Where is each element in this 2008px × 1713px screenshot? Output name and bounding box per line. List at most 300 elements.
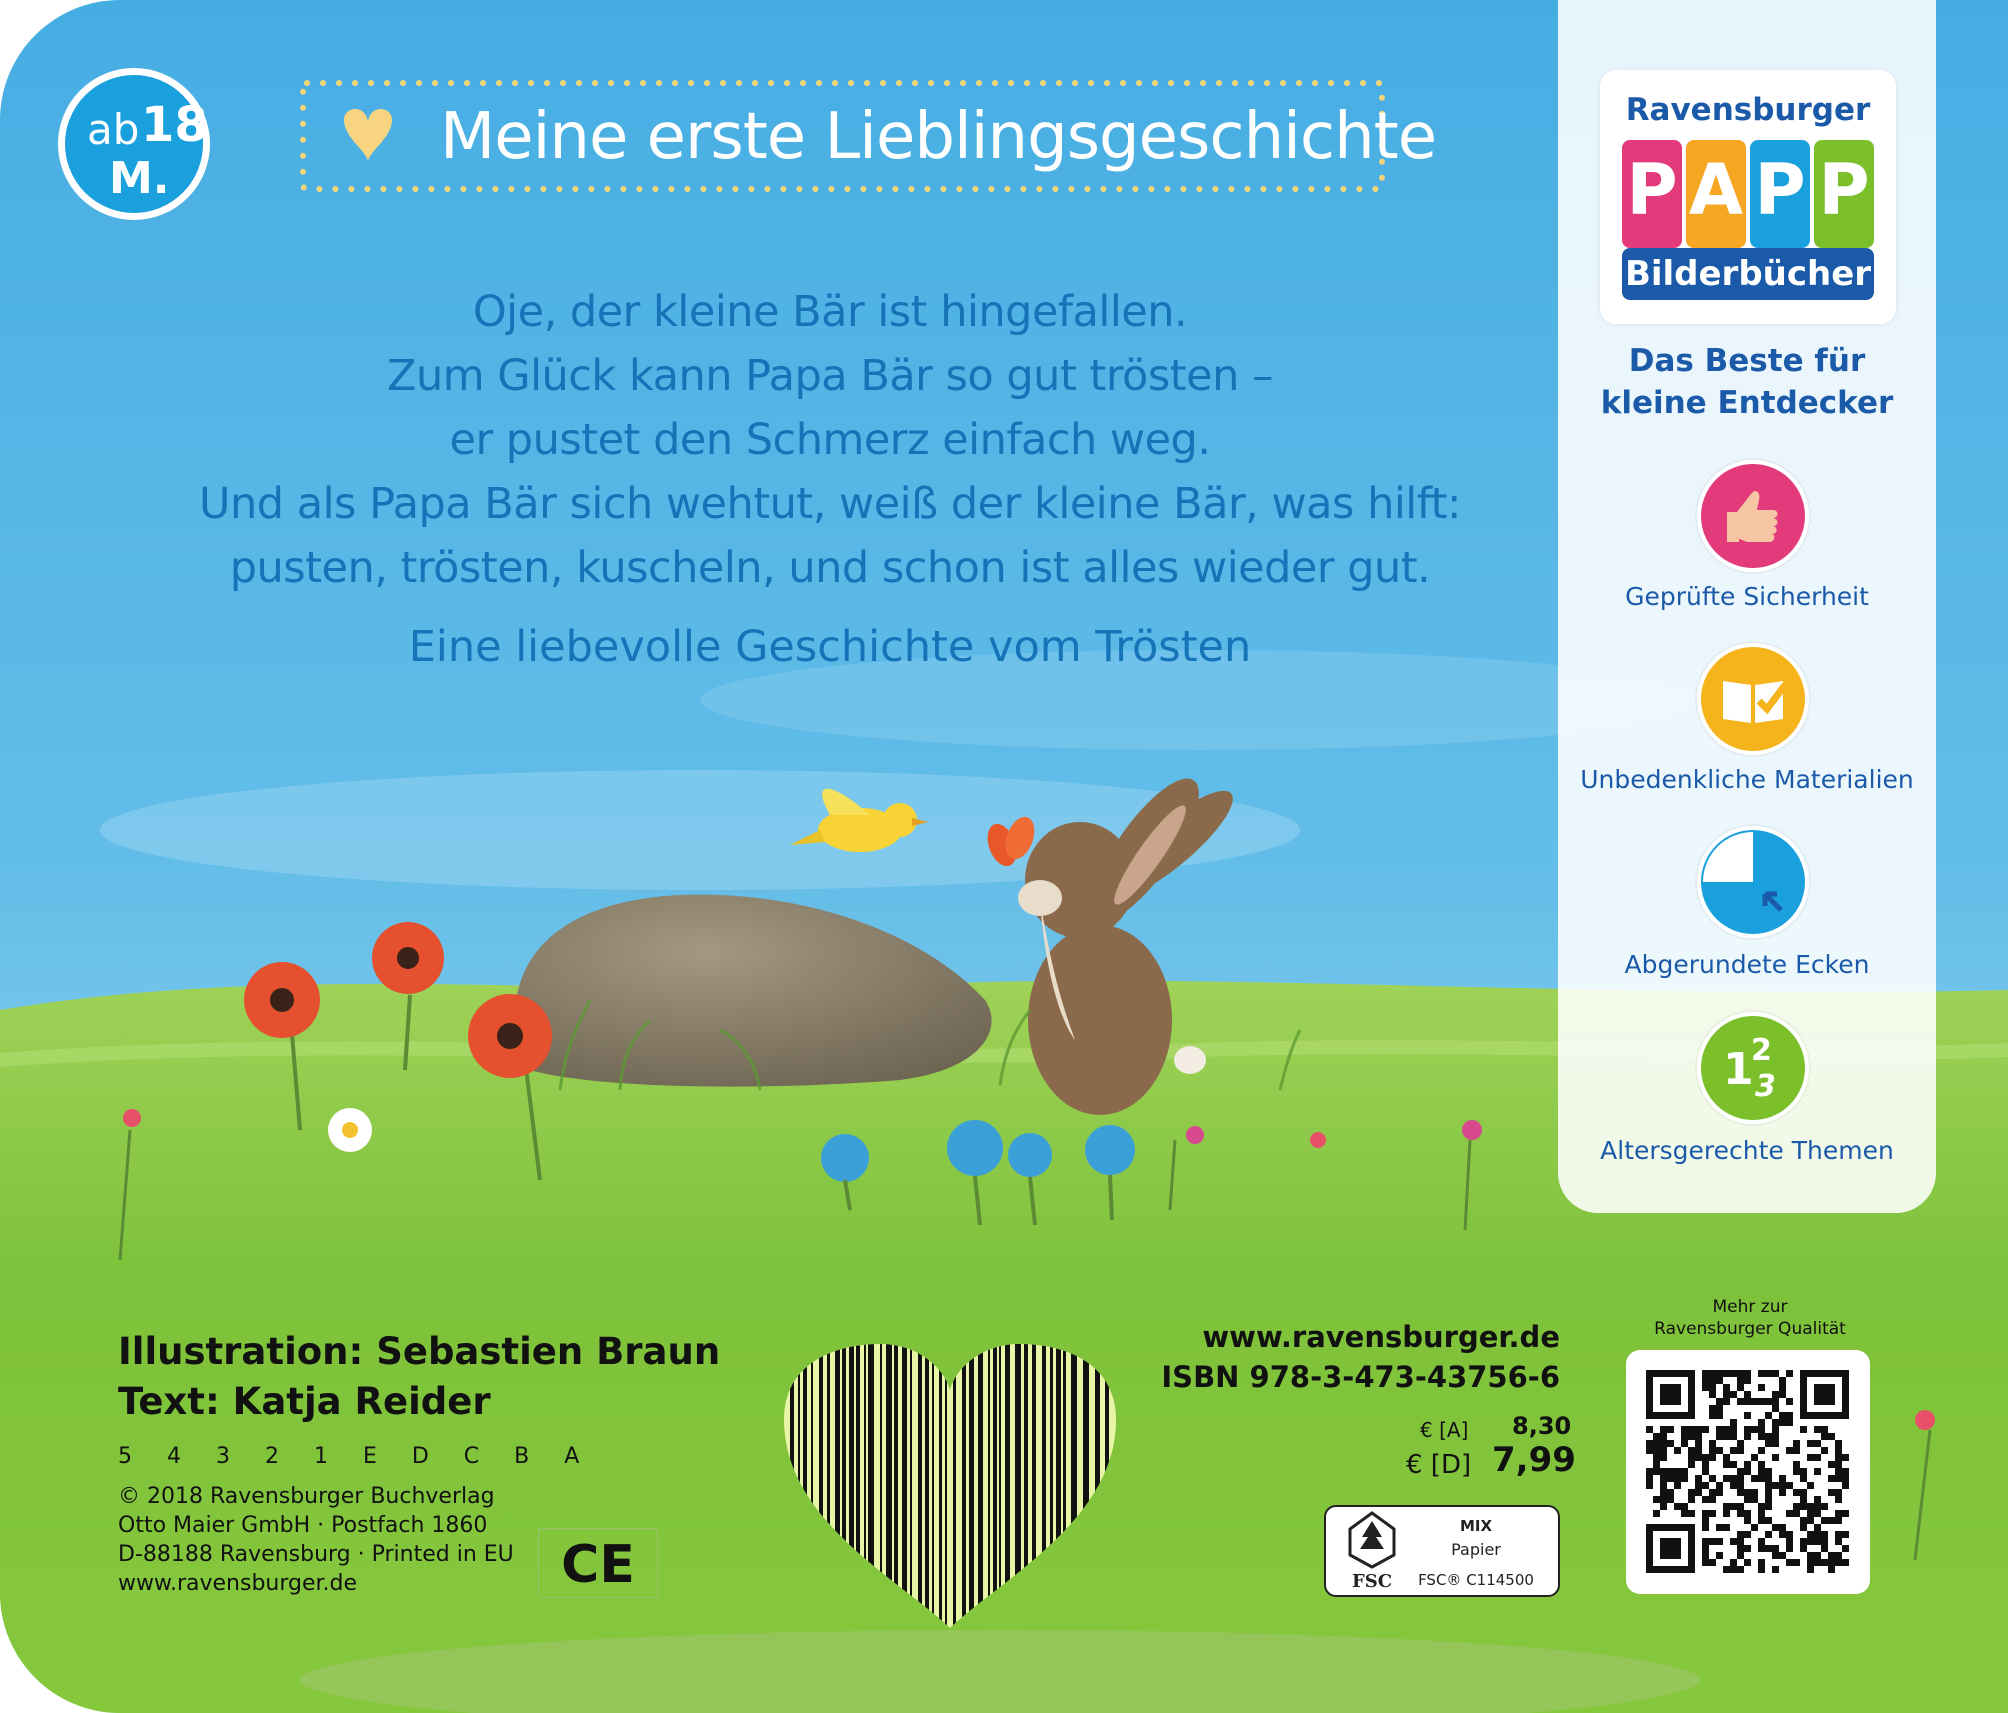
qr-module — [1835, 1440, 1842, 1447]
qr-module — [1730, 1433, 1737, 1440]
qr-module — [1800, 1489, 1807, 1496]
barcode-bar — [819, 1340, 823, 1630]
qr-module — [1723, 1510, 1730, 1517]
qr-module — [1730, 1475, 1737, 1482]
qr-module — [1646, 1412, 1653, 1419]
barcode-bar — [1105, 1340, 1109, 1630]
qr-module — [1695, 1447, 1702, 1454]
qr-module — [1793, 1559, 1800, 1566]
qr-module — [1702, 1496, 1709, 1503]
copyright-line: www.ravensburger.de — [118, 1571, 358, 1596]
qr-module — [1793, 1468, 1800, 1475]
qr-module — [1702, 1538, 1709, 1545]
qr-module — [1828, 1552, 1835, 1559]
qr-module — [1660, 1447, 1667, 1454]
qr-module — [1814, 1538, 1821, 1545]
qr-module — [1758, 1517, 1765, 1524]
qr-module — [1688, 1538, 1695, 1545]
qr-module — [1828, 1412, 1835, 1419]
barcode-bar — [868, 1340, 874, 1630]
thumbs-up-icon — [1697, 460, 1809, 572]
qr-module — [1814, 1503, 1821, 1510]
qr-module — [1765, 1440, 1772, 1447]
barcode-bar — [925, 1340, 929, 1630]
qr-module — [1709, 1447, 1716, 1454]
qr-module — [1667, 1475, 1674, 1482]
qr-module — [1653, 1440, 1660, 1447]
barcode-bar — [864, 1340, 866, 1630]
age-badge — [58, 68, 210, 220]
qr-module — [1688, 1545, 1695, 1552]
qr-module — [1821, 1531, 1828, 1538]
qr-module — [1695, 1454, 1702, 1461]
qr-module — [1723, 1391, 1730, 1398]
qr-module — [1737, 1440, 1744, 1447]
qr-module — [1737, 1377, 1744, 1384]
qr-module — [1800, 1496, 1807, 1503]
qr-module — [1814, 1426, 1821, 1433]
qr-module — [1744, 1461, 1751, 1468]
barcode-bar — [803, 1340, 807, 1630]
qr-module — [1758, 1566, 1765, 1573]
qr-module — [1681, 1370, 1688, 1377]
qr-module — [1660, 1482, 1667, 1489]
qr-module — [1716, 1370, 1723, 1377]
qr-module — [1814, 1496, 1821, 1503]
qr-module — [1716, 1538, 1723, 1545]
qr-module — [1681, 1566, 1688, 1573]
qr-module — [1674, 1447, 1681, 1454]
qr-module — [1660, 1391, 1667, 1398]
qr-caption-line: Mehr zur — [1712, 1297, 1788, 1317]
qr-module — [1716, 1447, 1723, 1454]
qr-module — [1688, 1454, 1695, 1461]
qr-module — [1716, 1482, 1723, 1489]
qr-module — [1744, 1412, 1751, 1419]
qr-module — [1758, 1426, 1765, 1433]
qr-module — [1660, 1412, 1667, 1419]
qr-module — [1786, 1419, 1793, 1426]
qr-module — [1828, 1433, 1835, 1440]
qr-module — [1709, 1370, 1716, 1377]
qr-module — [1660, 1538, 1667, 1545]
daisy-flower — [328, 1108, 372, 1152]
barcode-bar — [894, 1340, 898, 1630]
qr-module — [1744, 1545, 1751, 1552]
qr-module — [1758, 1468, 1765, 1475]
qr-module — [1667, 1545, 1674, 1552]
qr-module — [1646, 1440, 1653, 1447]
qr-module — [1688, 1447, 1695, 1454]
barcode-bar — [1071, 1340, 1077, 1630]
brand-name: Ravensburger — [1625, 92, 1871, 128]
barcode-bar — [1032, 1340, 1036, 1630]
qr-module — [1653, 1447, 1660, 1454]
qr-module — [1674, 1475, 1681, 1482]
qr-caption-line: Ravensburger Qualität — [1654, 1319, 1846, 1339]
qr-module — [1730, 1482, 1737, 1489]
qr-module — [1653, 1510, 1660, 1517]
feature-label: Abgerundete Ecken — [1624, 950, 1870, 979]
fsc-tree-icon — [1350, 1513, 1394, 1567]
qr-module — [1758, 1510, 1765, 1517]
qr-module — [1814, 1454, 1821, 1461]
qr-module — [1835, 1454, 1842, 1461]
qr-module — [1835, 1531, 1842, 1538]
qr-module — [1674, 1538, 1681, 1545]
qr-module — [1842, 1475, 1849, 1482]
qr-module — [1730, 1391, 1737, 1398]
svg-text:MIX: MIX — [1459, 1517, 1493, 1535]
qr-module — [1653, 1412, 1660, 1419]
qr-module — [1807, 1559, 1814, 1566]
barcode-bar — [932, 1340, 934, 1630]
qr-module — [1653, 1524, 1660, 1531]
illustration-credit: Illustration: Sebastien Braun — [118, 1330, 721, 1373]
qr-module — [1800, 1538, 1807, 1545]
qr-module — [1800, 1524, 1807, 1531]
qr-module — [1646, 1447, 1653, 1454]
qr-module — [1779, 1489, 1786, 1496]
qr-module — [1660, 1468, 1667, 1475]
qr-module — [1660, 1384, 1667, 1391]
qr-module — [1702, 1426, 1709, 1433]
qr-module — [1807, 1503, 1814, 1510]
qr-module — [1744, 1489, 1751, 1496]
qr-module — [1723, 1398, 1730, 1405]
qr-module — [1737, 1489, 1744, 1496]
qr-module — [1842, 1377, 1849, 1384]
qr-module — [1821, 1517, 1828, 1524]
qr-module — [1716, 1398, 1723, 1405]
quality-panel — [1558, 0, 1936, 1213]
qr-module — [1660, 1398, 1667, 1405]
qr-module — [1772, 1545, 1779, 1552]
qr-module — [1716, 1552, 1723, 1559]
barcode-bar — [978, 1340, 983, 1630]
qr-module — [1744, 1468, 1751, 1475]
qr-module — [1807, 1538, 1814, 1545]
qr-module — [1688, 1377, 1695, 1384]
qr-module — [1702, 1468, 1709, 1475]
print-codes: 5 4 3 2 1 E D C B A — [118, 1444, 594, 1469]
qr-module — [1709, 1391, 1716, 1398]
qr-module — [1660, 1524, 1667, 1531]
qr-module — [1765, 1531, 1772, 1538]
qr-module — [1807, 1531, 1814, 1538]
qr-module — [1674, 1384, 1681, 1391]
qr-module — [1702, 1482, 1709, 1489]
barcode-bar — [842, 1340, 846, 1630]
qr-module — [1730, 1538, 1737, 1545]
qr-module — [1800, 1503, 1807, 1510]
qr-module — [1688, 1391, 1695, 1398]
qr-module — [1758, 1538, 1765, 1545]
qr-module — [1688, 1426, 1695, 1433]
book-check-icon — [1697, 643, 1809, 755]
papp-letter: P — [1814, 140, 1874, 248]
qr-module — [1786, 1370, 1793, 1377]
qr-module — [1730, 1447, 1737, 1454]
qr-module — [1646, 1426, 1653, 1433]
qr-module — [1772, 1391, 1779, 1398]
qr-module — [1821, 1559, 1828, 1566]
qr-module — [1765, 1433, 1772, 1440]
qr-module — [1814, 1559, 1821, 1566]
qr-module — [1842, 1510, 1849, 1517]
qr-module — [1646, 1405, 1653, 1412]
qr-module — [1723, 1475, 1730, 1482]
qr-module — [1835, 1552, 1842, 1559]
barcode-heart — [780, 1340, 1120, 1630]
qr-module — [1751, 1475, 1758, 1482]
qr-module — [1702, 1370, 1709, 1377]
qr-module — [1842, 1398, 1849, 1405]
qr-module — [1709, 1510, 1716, 1517]
qr-module — [1660, 1370, 1667, 1377]
qr-module — [1660, 1496, 1667, 1503]
barcode-bar — [910, 1340, 912, 1630]
qr-module — [1835, 1517, 1842, 1524]
qr-module — [1744, 1510, 1751, 1517]
qr-module — [1835, 1496, 1842, 1503]
qr-module — [1779, 1482, 1786, 1489]
blurb-text — [180, 280, 1480, 600]
qr-module — [1737, 1510, 1744, 1517]
qr-module — [1828, 1475, 1835, 1482]
qr-module — [1646, 1524, 1653, 1531]
papp-letter: P — [1750, 140, 1810, 248]
papp-letter: P — [1622, 140, 1682, 248]
qr-module — [1793, 1461, 1800, 1468]
qr-module — [1646, 1384, 1653, 1391]
qr-module — [1821, 1447, 1828, 1454]
qr-module — [1744, 1398, 1751, 1405]
qr-module — [1660, 1475, 1667, 1482]
qr-module — [1758, 1447, 1765, 1454]
qr-module — [1660, 1433, 1667, 1440]
feature-label: Unbedenkliche Materialien — [1580, 765, 1914, 794]
qr-module — [1646, 1566, 1653, 1573]
qr-module — [1821, 1391, 1828, 1398]
qr-module — [1730, 1461, 1737, 1468]
price-d: 7,99 — [1492, 1440, 1576, 1480]
qr-module — [1786, 1531, 1793, 1538]
qr-module — [1765, 1503, 1772, 1510]
qr-module — [1765, 1412, 1772, 1419]
qr-module — [1765, 1475, 1772, 1482]
qr-module — [1793, 1440, 1800, 1447]
qr-module — [1842, 1482, 1849, 1489]
qr-module — [1709, 1405, 1716, 1412]
qr-module — [1779, 1391, 1786, 1398]
qr-module — [1758, 1461, 1765, 1468]
qr-module — [1779, 1377, 1786, 1384]
qr-module — [1835, 1559, 1842, 1566]
qr-module — [1688, 1552, 1695, 1559]
barcode-bar — [939, 1340, 942, 1630]
qr-module — [1660, 1426, 1667, 1433]
qr-code[interactable] — [1626, 1350, 1870, 1594]
qr-module — [1646, 1538, 1653, 1545]
qr-module — [1800, 1398, 1807, 1405]
qr-module — [1730, 1426, 1737, 1433]
qr-module — [1793, 1447, 1800, 1454]
qr-module — [1786, 1559, 1793, 1566]
qr-module — [1716, 1433, 1723, 1440]
qr-module — [1842, 1391, 1849, 1398]
qr-module — [1828, 1461, 1835, 1468]
svg-text:FSC® C114500: FSC® C114500 — [1418, 1571, 1534, 1589]
qr-module — [1772, 1524, 1779, 1531]
qr-module — [1681, 1433, 1688, 1440]
qr-module — [1751, 1454, 1758, 1461]
qr-module — [1835, 1510, 1842, 1517]
qr-module — [1758, 1559, 1765, 1566]
qr-module — [1646, 1531, 1653, 1538]
qr-module — [1709, 1454, 1716, 1461]
website: www.ravensburger.de — [1202, 1320, 1560, 1354]
qr-module — [1807, 1370, 1814, 1377]
qr-module — [1667, 1426, 1674, 1433]
qr-module — [1674, 1503, 1681, 1510]
qr-module — [1842, 1405, 1849, 1412]
qr-module — [1709, 1412, 1716, 1419]
qr-module — [1646, 1545, 1653, 1552]
qr-module — [1821, 1426, 1828, 1433]
qr-module — [1800, 1426, 1807, 1433]
barcode-bar — [849, 1340, 854, 1630]
qr-module — [1842, 1370, 1849, 1377]
qr-module — [1842, 1545, 1849, 1552]
qr-module — [1653, 1566, 1660, 1573]
qr-module — [1688, 1405, 1695, 1412]
qr-module — [1758, 1475, 1765, 1482]
qr-module — [1674, 1468, 1681, 1475]
qr-module — [1709, 1377, 1716, 1384]
qr-module — [1814, 1398, 1821, 1405]
qr-module — [1814, 1384, 1821, 1391]
qr-module — [1772, 1419, 1779, 1426]
qr-module — [1807, 1440, 1814, 1447]
svg-text:3: 3 — [1755, 1069, 1776, 1104]
qr-module — [1793, 1489, 1800, 1496]
series-title: Meine erste Lieblingsgeschichte — [440, 100, 1437, 174]
qr-module — [1681, 1426, 1688, 1433]
qr-module — [1807, 1454, 1814, 1461]
qr-module — [1681, 1468, 1688, 1475]
qr-module — [1702, 1524, 1709, 1531]
qr-module — [1723, 1524, 1730, 1531]
qr-module — [1765, 1370, 1772, 1377]
qr-module — [1842, 1384, 1849, 1391]
qr-module — [1674, 1412, 1681, 1419]
qr-module — [1688, 1496, 1695, 1503]
qr-module — [1702, 1517, 1709, 1524]
qr-module — [1814, 1440, 1821, 1447]
qr-module — [1667, 1412, 1674, 1419]
qr-module — [1786, 1447, 1793, 1454]
qr-module — [1688, 1566, 1695, 1573]
copyright-line: © 2018 Ravensburger Buchverlag — [118, 1484, 495, 1509]
qr-module — [1702, 1377, 1709, 1384]
qr-module — [1702, 1545, 1709, 1552]
barcode-bar — [962, 1340, 966, 1630]
feature-label: Geprüfte Sicherheit — [1625, 582, 1869, 611]
qr-module — [1737, 1384, 1744, 1391]
qr-module — [1674, 1524, 1681, 1531]
qr-module — [1674, 1398, 1681, 1405]
qr-module — [1737, 1447, 1744, 1454]
qr-module — [1737, 1398, 1744, 1405]
qr-module — [1681, 1503, 1688, 1510]
qr-module — [1772, 1482, 1779, 1489]
qr-module — [1737, 1475, 1744, 1482]
qr-module — [1667, 1524, 1674, 1531]
barcode-bar — [1024, 1340, 1028, 1630]
qr-module — [1702, 1461, 1709, 1468]
barcode-bar — [835, 1340, 840, 1630]
qr-module — [1660, 1489, 1667, 1496]
qr-module — [1667, 1489, 1674, 1496]
qr-module — [1723, 1384, 1730, 1391]
tagline: Eine liebevolle Geschichte vom Trösten — [408, 622, 1252, 672]
barcode-bar — [1056, 1340, 1061, 1630]
qr-module — [1835, 1489, 1842, 1496]
qr-module — [1681, 1440, 1688, 1447]
heart-icon — [344, 109, 392, 162]
qr-module — [1765, 1517, 1772, 1524]
qr-module — [1800, 1377, 1807, 1384]
qr-module — [1653, 1370, 1660, 1377]
qr-module — [1800, 1475, 1807, 1482]
qr-module — [1744, 1377, 1751, 1384]
qr-module — [1737, 1482, 1744, 1489]
barcode-bar — [999, 1340, 1001, 1630]
qr-module — [1751, 1524, 1758, 1531]
qr-module — [1835, 1461, 1842, 1468]
qr-module — [1730, 1559, 1737, 1566]
qr-module — [1835, 1370, 1842, 1377]
age-unit: M. — [109, 153, 170, 204]
qr-module — [1730, 1566, 1737, 1573]
svg-text:CE: CE — [561, 1535, 635, 1595]
barcode-bar — [1042, 1340, 1046, 1630]
qr-module — [1842, 1412, 1849, 1419]
qr-module — [1765, 1398, 1772, 1405]
qr-module — [1765, 1482, 1772, 1489]
qr-module — [1744, 1531, 1751, 1538]
qr-module — [1835, 1412, 1842, 1419]
qr-module — [1737, 1545, 1744, 1552]
qr-module — [1674, 1370, 1681, 1377]
qr-module — [1646, 1370, 1653, 1377]
blurb-line: Und als Papa Bär sich wehtut, weiß der kleine Bär, was hilft: — [199, 479, 1461, 529]
qr-module — [1842, 1559, 1849, 1566]
qr-module — [1814, 1391, 1821, 1398]
qr-module — [1772, 1433, 1779, 1440]
qr-module — [1800, 1405, 1807, 1412]
qr-module — [1772, 1552, 1779, 1559]
qr-module — [1709, 1440, 1716, 1447]
isbn: ISBN 978-3-473-43756-6 — [1161, 1360, 1560, 1394]
barcode-bar — [988, 1340, 990, 1630]
qr-module — [1744, 1517, 1751, 1524]
qr-module — [1800, 1412, 1807, 1419]
barcode-bar — [953, 1340, 956, 1630]
qr-module — [1702, 1454, 1709, 1461]
qr-module — [1814, 1531, 1821, 1538]
